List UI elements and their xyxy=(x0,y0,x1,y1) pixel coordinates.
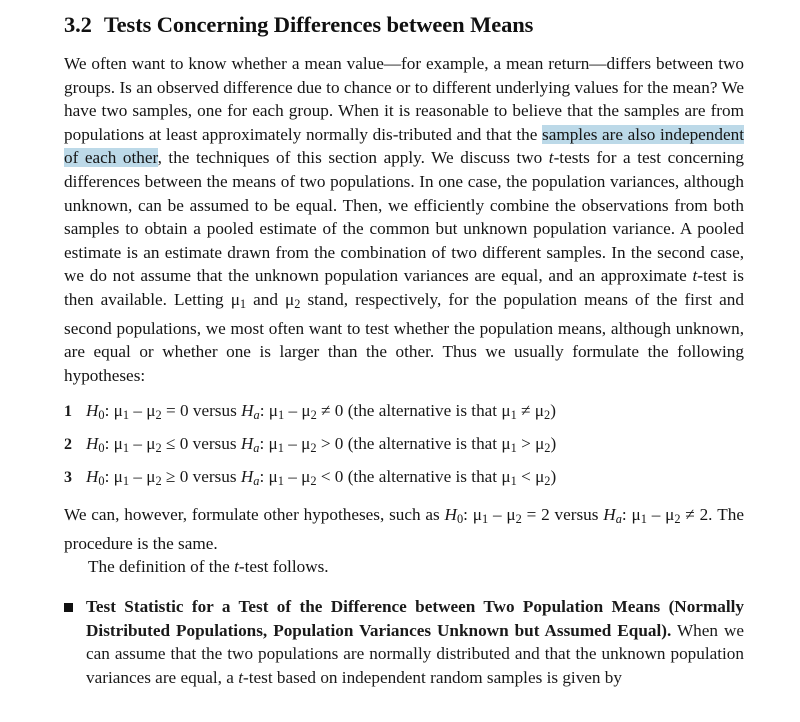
list-item xyxy=(64,464,744,495)
paragraph-other-hypotheses: We can, however, formulate other hypotheses, such as $H_0$: $\mu_1 - \mu_2 = 2$ versus $H_a$: $\mu_1 - \mu_2 \ne 2$. The procedure is the same. xyxy=(64,505,745,553)
paragraph-text-6: stand, respectively, for the population means of the first and second populations, we most often want to test whether the population means, although unknown, are equal or whether one is larger than the other. Thus we usually formulate the following hypotheses: xyxy=(64,289,744,385)
page-title xyxy=(64,12,744,38)
list-item xyxy=(64,431,744,462)
paragraph-text-1: We often want to know whether a mean value—for example, a mean return—differs between two groups. Is an observed difference due to chance or to different underlying values for the mean? We have two samples, one for each group. When it is reasonable to believe that the samples are from populations at least approximately normally dis-tributed and that the xyxy=(64,54,744,144)
paragraph-intro xyxy=(64,52,744,387)
list-number: 2 xyxy=(64,436,72,453)
paragraph-text-4: -test is then available. Letting μ xyxy=(64,266,744,309)
hypotheses-list xyxy=(64,398,744,494)
list-number: 1 xyxy=(64,403,72,421)
bullet-section xyxy=(64,595,744,689)
list-item xyxy=(64,398,744,429)
bullet-heading: Test Statistic for a Test of the Difference between Two Population Means (Normally Distributed Populations, Population Variances Unknown but Assumed Equal). xyxy=(86,597,744,640)
mu-subscript-2: 2 xyxy=(294,297,301,312)
section-title: Tests Concerning Differences between Means xyxy=(103,12,534,37)
list-number: 3 xyxy=(64,468,72,486)
square-bullet-icon xyxy=(64,603,73,612)
italic-t-1: t xyxy=(548,148,554,168)
hypothesis-text: $H_0$: $\mu_1 - \mu_2 = 0$ versus $H_a$: $\mu_1 - \mu_2 \ne 0$ (the alternative is that $\mu_1 \ne \mu_2$) xyxy=(86,401,556,423)
paragraph-text-5: and μ xyxy=(246,289,295,309)
hypothesis-text: $H_0$: $\mu_1 - \mu_2 \le 0$ versus $H_a$: $\mu_1 - \mu_2 > 0$ (the alternative is that $\mu_1 > \mu_2$) xyxy=(86,434,557,456)
italic-t-2: t xyxy=(692,266,698,286)
paragraph-text-2: , the techniques of this section apply. We discuss two xyxy=(157,148,549,168)
hypothesis-text: $H_0$: $\mu_1 - \mu_2 \ge 0$ versus $H_a$: $\mu_1 - \mu_2 < 0$ (the alternative is that $\mu_1 < \mu_2$) xyxy=(86,466,557,488)
highlighted-text: samples are also independent of each other xyxy=(64,124,744,168)
bullet-paragraph: Test Statistic for a Test of the Difference between Two Population Means (Normally Distributed Populations, Population Variances Unknown but Assumed Equal). When we can assume that the two populations are normally distributed and that the unknown population variances are equal, a t-test based on independent random samples is given by xyxy=(86,597,744,687)
paragraph-text-3: -tests for a test concerning differences between the means of two populations. In one case, the population variances, although unknown, can be assumed to be equal. Then, we efficiently combine the observations from both samples to obtain a pooled estimate of the common but unknown population variance. A pooled estimate is an estimate drawn from the combination of two different samples. In the second case, we do not assume that the unknown population variances are equal, and an approximate xyxy=(64,148,744,286)
paragraph-definition-intro: The definition of the t-test follows. xyxy=(88,557,329,577)
mu-subscript-1: 1 xyxy=(239,297,247,312)
section-number: 3.2 xyxy=(64,12,92,37)
